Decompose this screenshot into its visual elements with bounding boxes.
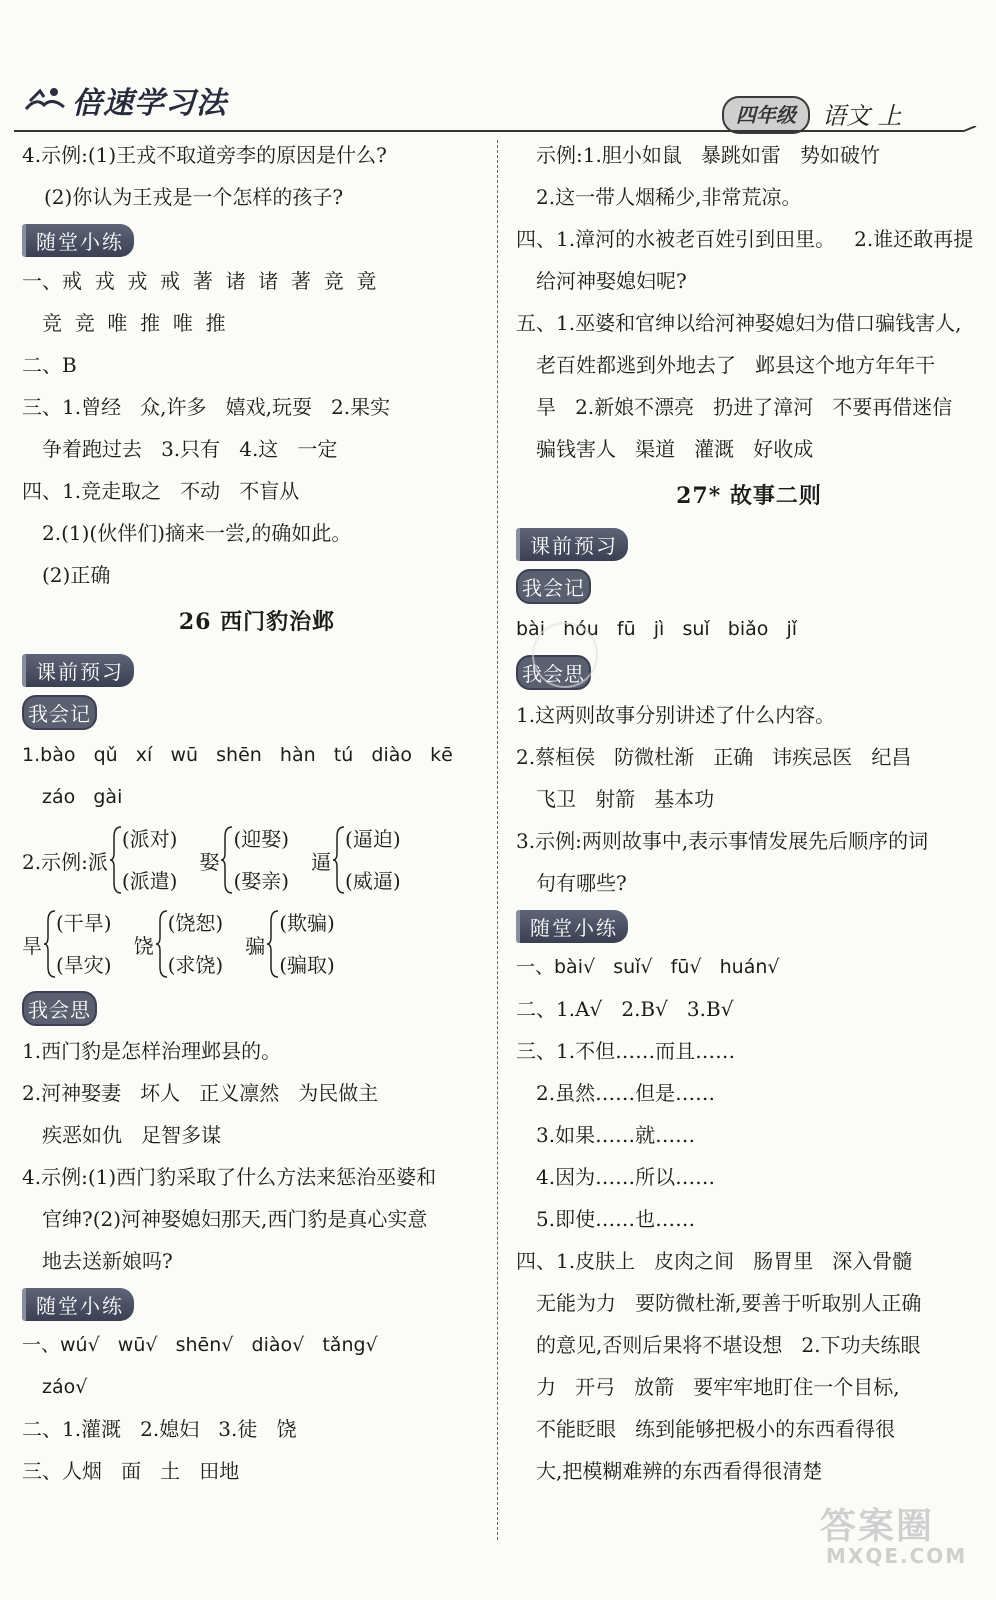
brace-icon <box>44 909 56 979</box>
grade-badge: 四年级 <box>722 96 810 134</box>
answer-line: 5.即使……也…… <box>536 1207 696 1231</box>
answer-line: 4.示例:(1)西门豹采取了什么方法来惩治巫婆和 <box>22 1165 437 1189</box>
answer-line: 四、1.皮肤上 皮肉之间 肠胃里 深入骨髓 <box>516 1249 913 1273</box>
answer-line: 争着跑过去 3.只有 4.这 一定 <box>42 437 338 461</box>
answer-line: 一、wú√ wū√ shēn√ diào√ tǎng√ <box>22 1334 378 1356</box>
answer-line: 三、人烟 面 土 田地 <box>22 1459 240 1483</box>
answer-line: 无能为力 要防微杜渐,要善于听取别人正确 <box>536 1291 922 1315</box>
pill-think: 我会思 <box>516 655 591 690</box>
brace-group: 娶 (迎娶) (娶亲) <box>199 827 290 893</box>
answer-line: 2.这一带人烟稀少,非常荒凉。 <box>536 185 802 209</box>
answer-line: 二、B <box>22 353 77 377</box>
answer-line: 3.示例:两则故事中,表示事情发展先后顺序的词 <box>516 829 929 853</box>
answer-line: 一、bài√ suǐ√ fū√ huán√ <box>516 956 780 978</box>
watermark <box>820 1498 980 1568</box>
column-divider <box>497 140 498 1540</box>
answer-line: 力 开弓 放箭 要牢牢地盯住一个目标, <box>536 1375 900 1399</box>
answer-line: 4.因为……所以…… <box>536 1165 716 1189</box>
lesson-title: 27* 故事二则 <box>676 483 822 509</box>
section-tag-practice: 随堂小练 <box>516 910 628 943</box>
pill-remember: 我会记 <box>22 695 97 730</box>
section-tag-preview: 课前预习 <box>22 654 134 687</box>
book-logo-icon <box>22 83 68 117</box>
answer-line: 竞 竞 唯 推 唯 推 <box>42 311 226 335</box>
answer-line: 1.这两则故事分别讲述了什么内容。 <box>516 703 836 727</box>
answer-line: 飞卫 射箭 基本功 <box>536 787 715 811</box>
word-brace-row <box>22 902 492 986</box>
brace-group: 骗 (欺骗) (骗取) <box>245 911 335 977</box>
word-brace-row <box>22 818 492 902</box>
answer-line: 3.如果……就…… <box>536 1123 696 1147</box>
brace-icon <box>156 909 168 979</box>
answer-line: 2.虽然……但是…… <box>536 1081 716 1105</box>
answer-line: (2)正确 <box>42 563 111 587</box>
pill-remember: 我会记 <box>516 569 591 604</box>
answer-line: 不能眨眼 练到能够把极小的东西看得很 <box>536 1417 896 1441</box>
answer-line: 官绅?(2)河神娶媳妇那天,西门豹是真心实意 <box>42 1207 428 1231</box>
brace-group: 逼 (逼迫) (威逼) <box>311 827 401 893</box>
section-tag-preview: 课前预习 <box>516 528 628 561</box>
answer-line: 五、1.巫婆和官绅以给河神娶媳妇为借口骗钱害人, <box>516 311 962 335</box>
answer-line: 疾恶如仇 足智多谋 <box>42 1123 222 1147</box>
brace-icon <box>221 825 233 895</box>
answer-line: 2.蔡桓侯 防微杜渐 正确 讳疾忌医 纪昌 <box>516 745 912 769</box>
page-header <box>0 0 996 135</box>
pinyin-line: záo gài <box>42 786 123 808</box>
subject-label: 语文 上 <box>822 102 902 130</box>
brace-icon <box>267 909 279 979</box>
answer-line: 2.(1)(伙伴们)摘来一尝,的确如此。 <box>42 521 352 545</box>
answer-line: 的意见,否则后果将不堪设想 2.下功夫练眼 <box>536 1333 921 1357</box>
brace-group: 派 (派对) (派遣) <box>87 827 178 893</box>
answer-line: 旱 2.新娘不漂亮 扔进了漳河 不要再借迷信 <box>536 395 953 419</box>
answer-line: 三、1.不但……而且…… <box>516 1039 736 1063</box>
answer-line: 2.河神娶妻 坏人 正义凛然 为民做主 <box>22 1081 379 1105</box>
answer-line: 4.示例:(1)王戎不取道旁李的原因是什么? <box>22 143 387 167</box>
answer-line: 1.西门豹是怎样治理邺县的。 <box>22 1039 282 1063</box>
answer-line: 大,把模糊难辨的东西看得很清楚 <box>536 1459 823 1483</box>
watermark-text: 答案圈 <box>820 1506 935 1547</box>
lesson-title: 26 西门豹治邺 <box>178 609 336 635</box>
section-tag-practice: 随堂小练 <box>22 224 134 257</box>
brace-icon <box>110 825 122 895</box>
watermark-url: MXQE.COM <box>826 1544 968 1568</box>
faint-stamp-icon <box>532 622 598 688</box>
brace-group: 饶 (饶恕) (求饶) <box>133 911 224 977</box>
answer-line: 给河神娶媳妇呢? <box>536 269 687 293</box>
answer-line: záo√ <box>42 1376 88 1398</box>
brace-group: 旱 (干旱) (旱灾) <box>22 911 112 977</box>
answer-line: 一、戒 戎 戎 戒 著 诸 诸 著 竞 竟 <box>22 269 377 293</box>
left-column <box>22 134 492 1492</box>
answer-line: 二、1.灌溉 2.媳妇 3.徒 饶 <box>22 1417 297 1441</box>
right-column <box>516 134 982 1492</box>
answer-line: 骗钱害人 渠道 灌溉 好收成 <box>536 437 814 461</box>
brand-title: 倍速学习法 <box>72 86 227 121</box>
brace-icon <box>333 825 345 895</box>
answer-line: (2)你认为王戎是一个怎样的孩子? <box>44 185 344 209</box>
answer-line: 示例:1.胆小如鼠 暴跳如雷 势如破竹 <box>536 143 880 167</box>
answer-line: 四、1.竞走取之 不动 不盲从 <box>22 479 300 503</box>
brace-prefix: 2.示例: <box>22 849 88 874</box>
answer-line: 三、1.曾经 众,许多 嬉戏,玩耍 2.果实 <box>22 395 391 419</box>
answer-line: 二、1.A√ 2.B√ 3.B√ <box>516 997 734 1021</box>
pinyin-line: bài hóu fū jì suǐ biǎo jǐ <box>516 618 798 640</box>
answer-line: 四、1.漳河的水被老百姓引到田里。 2.谁还敢再提 <box>516 227 974 251</box>
answer-line: 地去送新娘吗? <box>42 1249 173 1273</box>
pinyin-line: 1.bào qǔ xí wū shēn hàn tú diào kē <box>22 744 453 766</box>
answer-line: 老百姓都逃到外地去了 邺县这个地方年年干 <box>536 353 936 377</box>
brand <box>22 78 227 122</box>
pill-think: 我会思 <box>22 991 97 1026</box>
section-tag-practice: 随堂小练 <box>22 1288 134 1321</box>
answer-line: 句有哪些? <box>536 871 627 895</box>
